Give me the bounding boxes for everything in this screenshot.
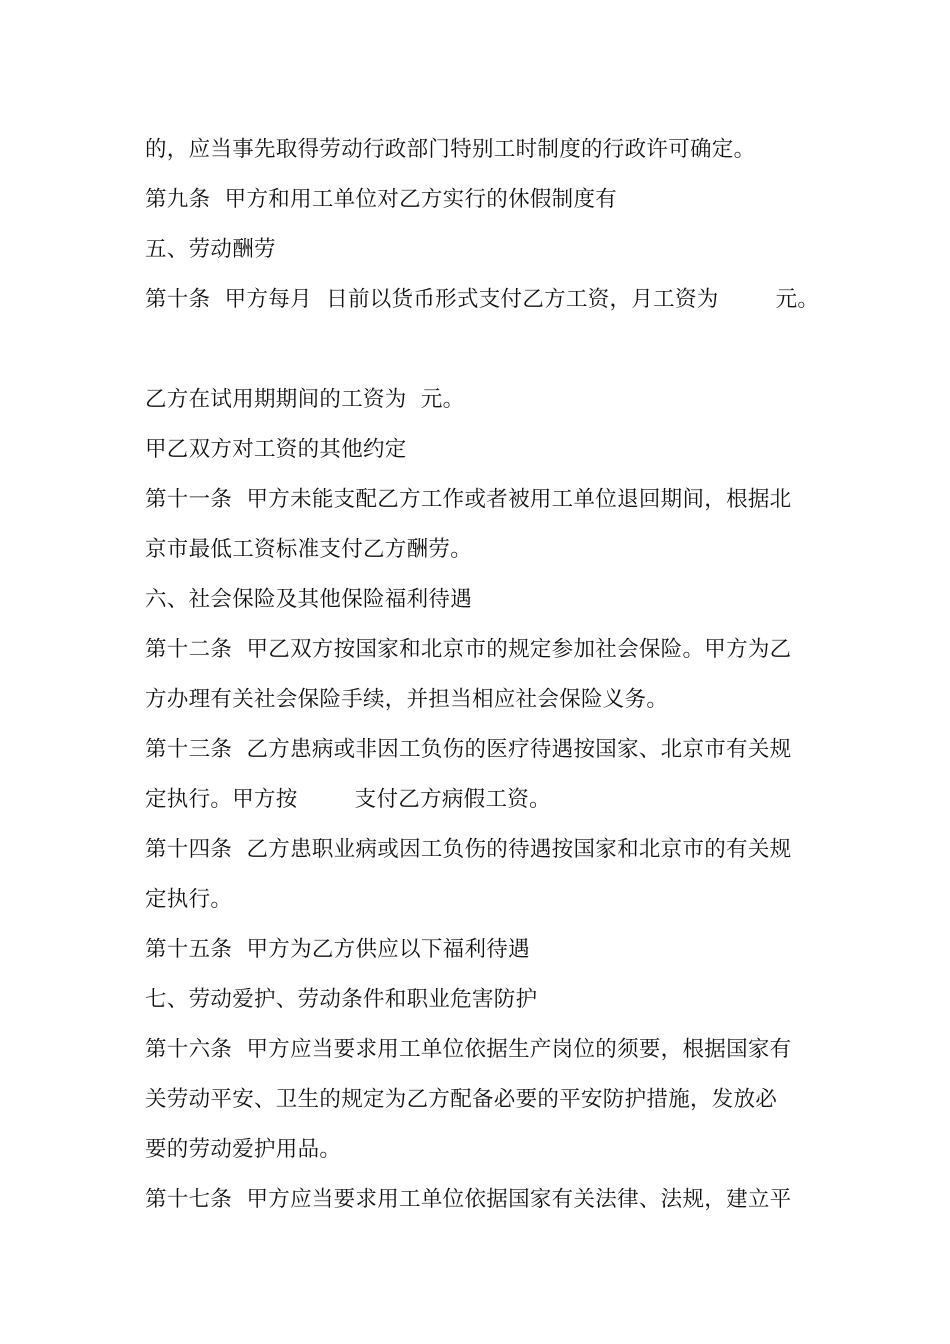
- section-heading-6: 六、社会保险及其他保险福利待遇: [145, 587, 473, 612]
- article-17: 第十七条 甲方应当要求用工单位依据国家有关法律、法规，建立平: [145, 1187, 792, 1212]
- article-14: 第十四条 乙方患职业病或因工负伤的待遇按国家和北京市的有关规: [145, 837, 792, 862]
- text-line: 乙方在试用期期间的工资为 元。: [145, 387, 465, 412]
- text-line: 定执行。甲方按 支付乙方病假工资。: [145, 787, 551, 812]
- text-line: 的，应当事先取得劳动行政部门特别工时制度的行政许可确定。: [145, 137, 756, 162]
- section-heading-7: 七、劳动爱护、劳动条件和职业危害防护: [145, 987, 538, 1012]
- text-line: 京市最低工资标准支付乙方酬劳。: [145, 537, 473, 562]
- article-13: 第十三条 乙方患病或非因工负伤的医疗待遇按国家、北京市有关规: [145, 737, 792, 762]
- article-11: 第十一条 甲方未能支配乙方工作或者被用工单位退回期间，根据北: [145, 487, 792, 512]
- text-line: 要的劳动爱护用品。: [145, 1137, 342, 1162]
- text-line: 甲乙双方对工资的其他约定: [145, 437, 407, 462]
- article-9: 第九条 甲方和用工单位对乙方实行的休假制度有: [145, 187, 618, 212]
- text-line: 关劳动平安、卫生的规定为乙方配备必要的平安防护措施，发放必: [145, 1087, 778, 1112]
- article-10: 第十条 甲方每月 日前以货币形式支付乙方工资，月工资为 元。: [145, 287, 820, 312]
- article-15: 第十五条 甲方为乙方供应以下福利待遇: [145, 937, 530, 962]
- article-12: 第十二条 甲乙双方按国家和北京市的规定参加社会保险。甲方为乙: [145, 637, 792, 662]
- text-line: 方办理有关社会保险手续，并担当相应社会保险义务。: [145, 687, 669, 712]
- section-heading-5: 五、劳动酬劳: [145, 237, 276, 262]
- text-line: 定执行。: [145, 887, 233, 912]
- article-16: 第十六条 甲方应当要求用工单位依据生产岗位的须要，根据国家有: [145, 1037, 792, 1062]
